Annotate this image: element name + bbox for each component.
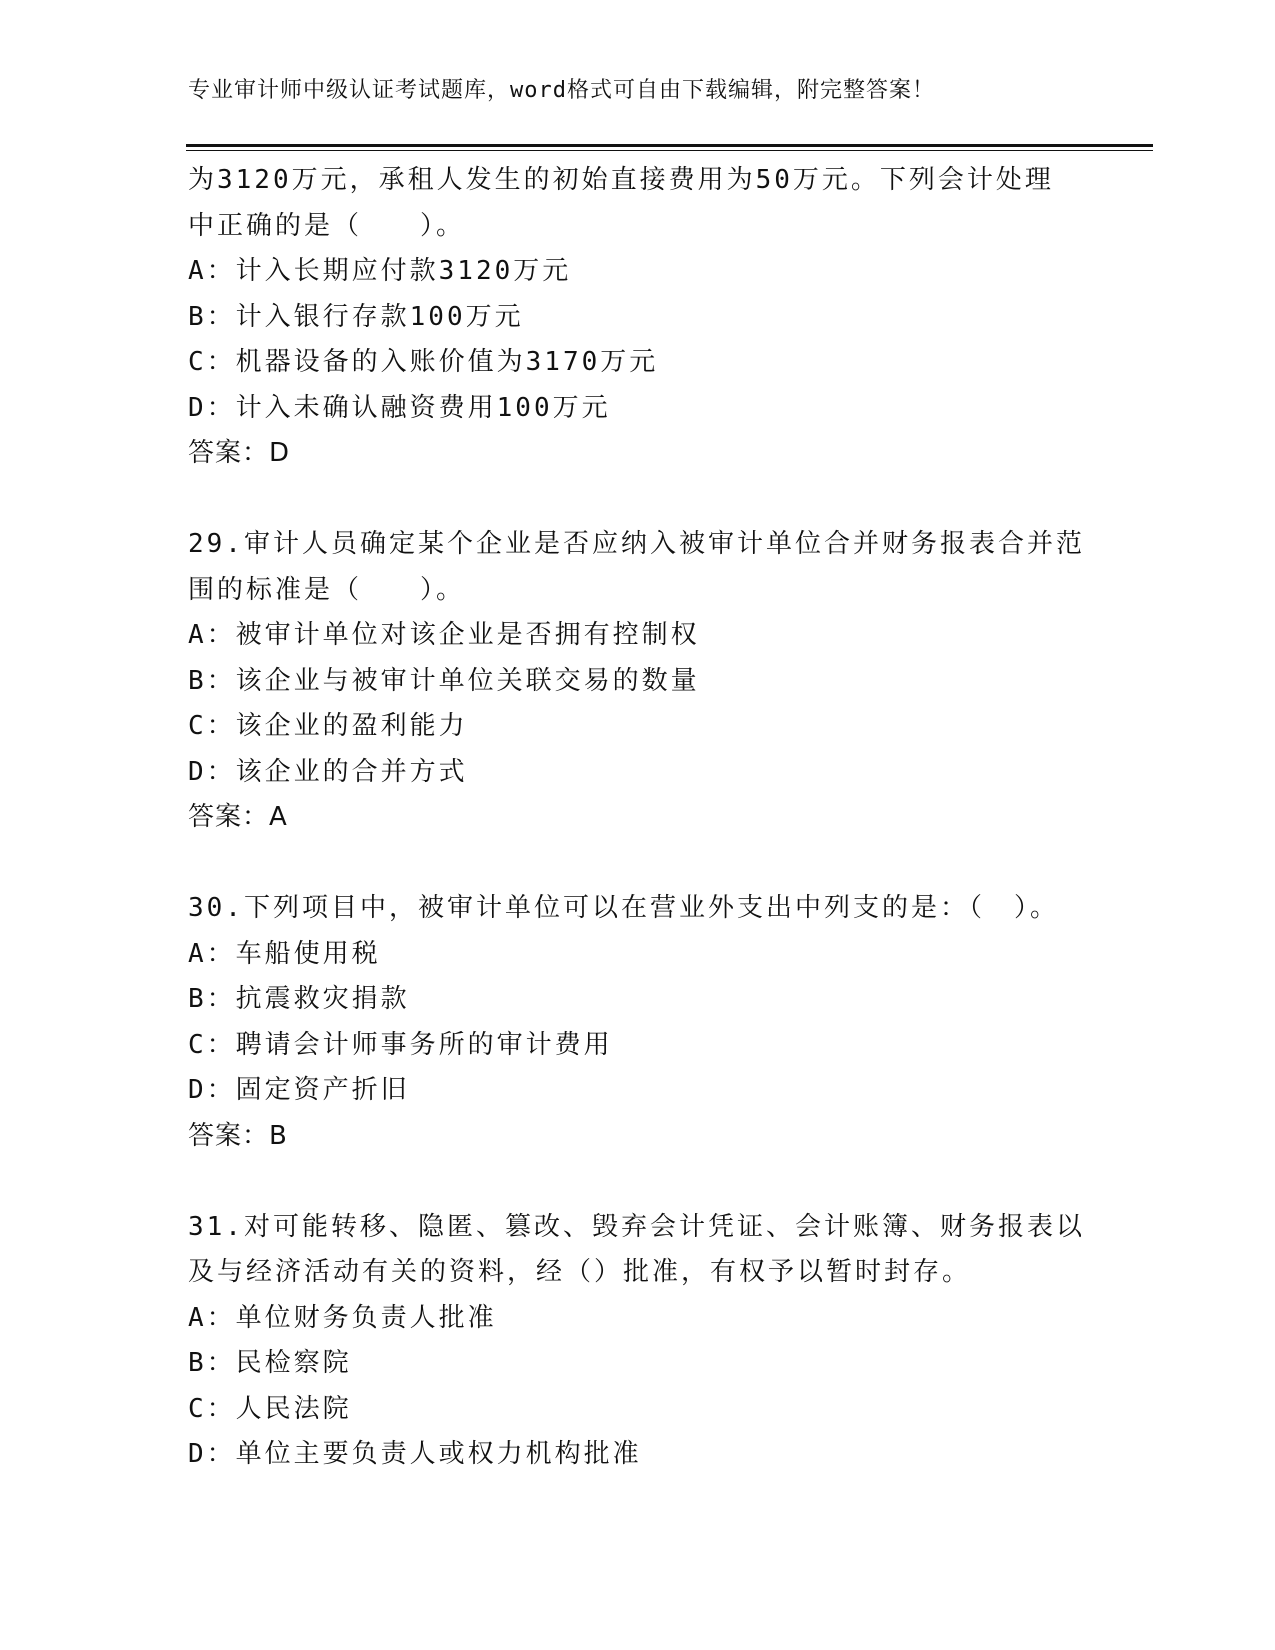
option-d: D：计入未确认融资费用100万元 (188, 392, 611, 423)
spacer (188, 841, 1088, 887)
option-c: C：该企业的盈利能力 (188, 711, 468, 741)
question-text-line: 30.下列项目中，被审计单位可以在营业外支出中列支的是：（ ）。 (188, 893, 1059, 923)
spacer (188, 1159, 1088, 1205)
option-a: A：车船使用税 (188, 938, 381, 969)
question-text-line: 中正确的是（ ）。 (188, 210, 466, 241)
answer-line: 答案：A (188, 802, 288, 832)
question-block (188, 522, 1088, 841)
page-header: 专业审计师中级认证考试题库，word格式可自由下载编辑，附完整答案！ (188, 78, 935, 103)
option-c: C：聘请会计师事务所的审计费用 (188, 1029, 613, 1060)
answer-line: 答案：D (188, 438, 291, 468)
question-text-line: 为3120万元，承租人发生的初始直接费用为50万元。下列会计处理 (188, 165, 1054, 195)
question-block (188, 1205, 1088, 1478)
option-b: B：抗震救灾捐款 (188, 984, 410, 1014)
option-b: B：民检察院 (188, 1348, 352, 1378)
option-d: D：固定资产折旧 (188, 1075, 410, 1105)
option-d: D：该企业的合并方式 (188, 756, 468, 787)
spacer (188, 477, 1088, 523)
option-c: C：机器设备的入账价值为3170万元 (188, 347, 659, 377)
question-block (188, 886, 1088, 1159)
option-c: C：人民法院 (188, 1393, 352, 1424)
option-b: B：计入银行存款100万元 (188, 301, 524, 332)
option-d: D：单位主要负责人或权力机构批准 (188, 1439, 642, 1469)
answer-line: 答案：B (188, 1120, 288, 1151)
option-a: A：计入长期应付款3120万元 (188, 256, 572, 286)
question-text-line: 29.审计人员确定某个企业是否应纳入被审计单位合并财务报表合并范 (188, 529, 1085, 559)
option-b: B：该企业与被审计单位关联交易的数量 (188, 665, 700, 696)
question-text-line: 围的标准是（ ）。 (188, 574, 466, 605)
header-divider (186, 144, 1153, 151)
question-block (188, 158, 1088, 477)
question-text-line: 31.对可能转移、隐匿、篡改、毁弃会计凭证、会计账簿、财务报表以 (188, 1211, 1085, 1242)
question-text-line: 及与经济活动有关的资料，经（）批准，有权予以暂时封存。 (188, 1257, 972, 1287)
question-list (188, 158, 1088, 1478)
option-a: A：单位财务负责人批准 (188, 1302, 497, 1333)
option-a: A：被审计单位对该企业是否拥有控制权 (188, 620, 700, 650)
